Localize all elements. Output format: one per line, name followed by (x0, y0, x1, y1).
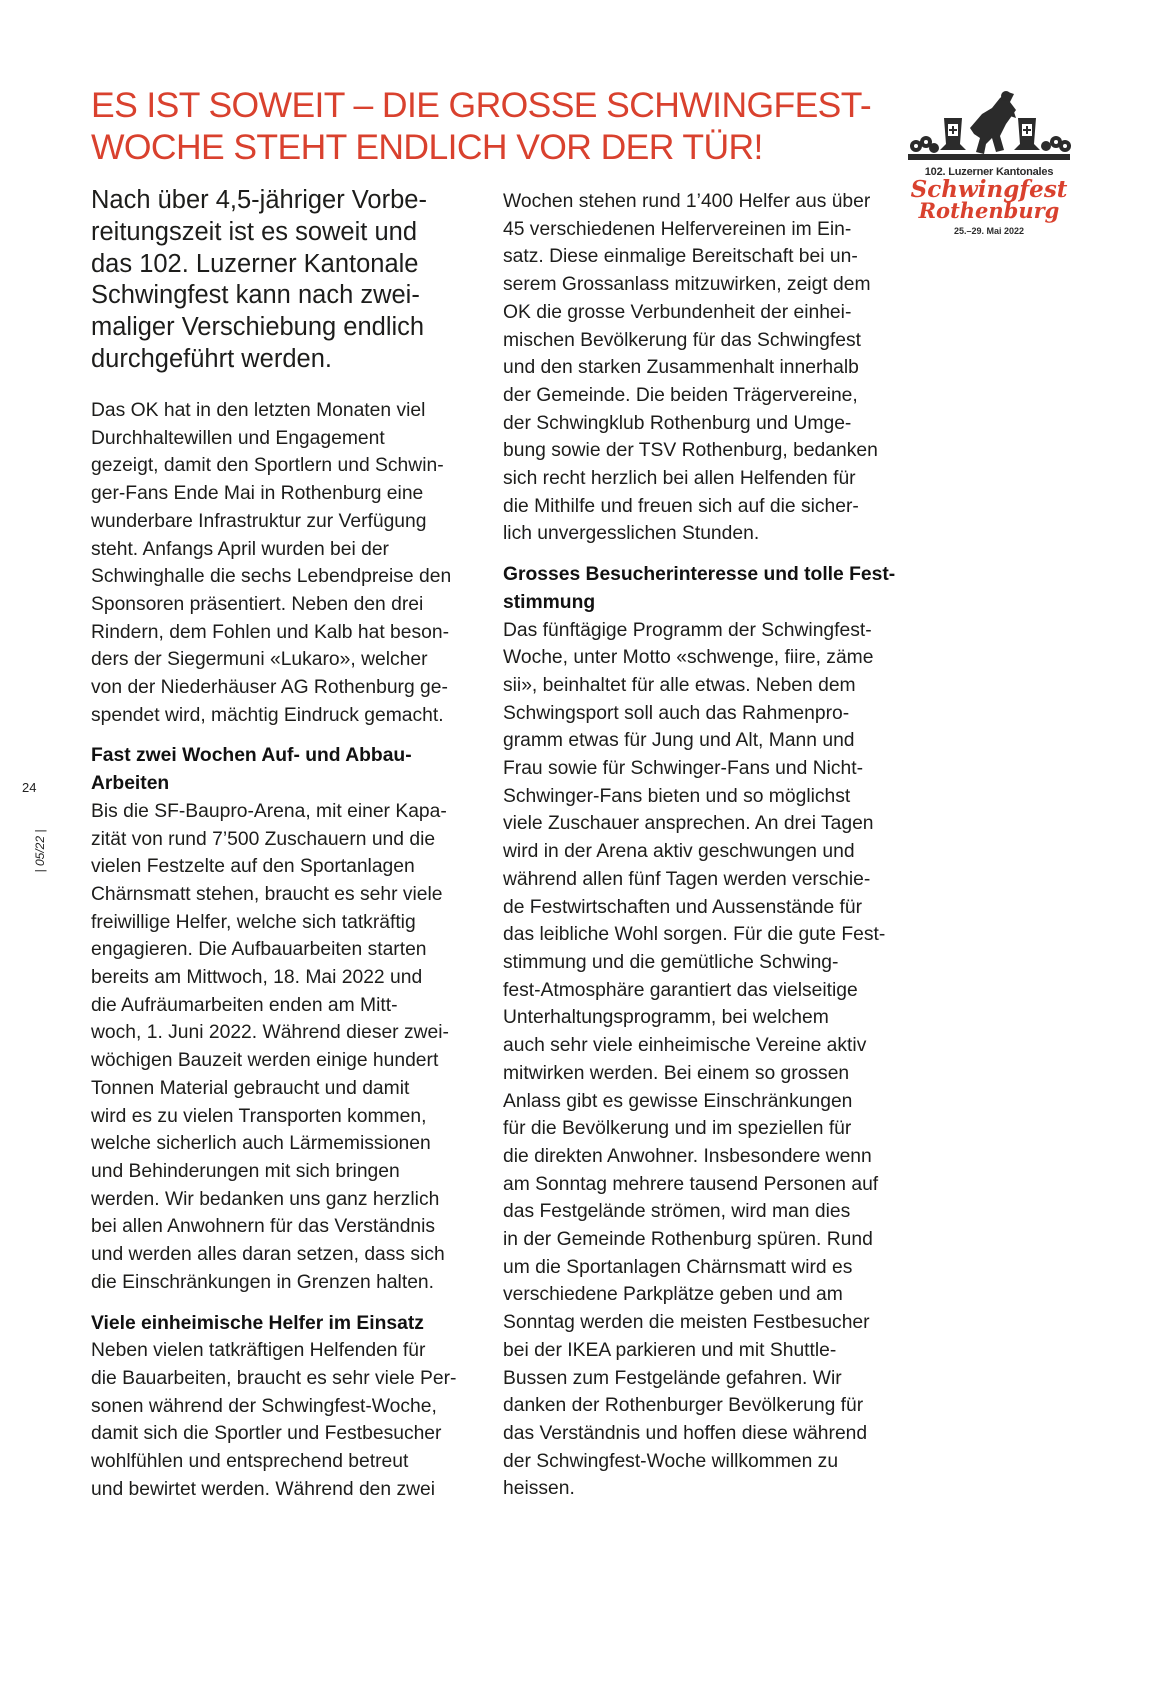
body-text-line: verschiedene Parkplätze geben und am (503, 1284, 843, 1306)
paragraph-spacer (91, 729, 481, 742)
body-text-line: Chärnsmatt stehen, braucht es sehr viele (91, 883, 443, 905)
body-text-line: Tonnen Material gebraucht und damit (91, 1077, 410, 1099)
article-title (91, 84, 891, 168)
body-text-line: Neben vielen tatkräftigen Helfenden für (91, 1340, 426, 1362)
page-number: 24 (22, 780, 37, 795)
body-text-line: Sponsoren präsentiert. Neben den drei (91, 593, 424, 615)
body-text-line: woch, 1. Juni 2022. Während dieser zwei- (91, 1022, 449, 1044)
body-text-line: werden. Wir bedanken uns ganz herzlich (91, 1188, 440, 1210)
body-text-line: und werden alles daran setzen, dass sich (91, 1244, 445, 1266)
body-text-line: de Festwirtschaften und Aussenstände für (503, 896, 863, 918)
body-text-line: wöchigen Bauzeit werden einige hundert (91, 1050, 439, 1072)
body-text-line: die Aufräumarbeiten enden am Mitt- (91, 994, 398, 1016)
lead-line: durchgeführt werden. (91, 344, 332, 373)
body-text-line: und bewirtet werden. Während den zwei (91, 1478, 436, 1500)
lead-line: Nach über 4,5-jähriger Vorbe- (91, 186, 427, 214)
body-text-line: ger-Fans Ende Mai in Rothenburg eine (91, 483, 424, 505)
body-text-line: und Behinderungen mit sich bringen (91, 1160, 400, 1182)
body-text-line: in der Gemeinde Rothenburg spüren. Rund (503, 1229, 873, 1251)
body-text-line: von der Niederhäuser AG Rothenburg ge- (91, 677, 448, 699)
body-text-line: der Schwingfest-Woche willkommen zu (503, 1450, 839, 1472)
body-text-line: bei allen Anwohnern für das Verständnis (91, 1216, 436, 1238)
body-text-line: bung sowie der TSV Rothenburg, bedanken (503, 440, 878, 462)
logo-script-rothenburg: Rothenburg (918, 198, 1060, 223)
logo-script-schwingfest: Schwingfest (910, 176, 1068, 203)
lead-line: reitungszeit ist es soweit und (91, 217, 417, 246)
section-heading: Arbeiten (91, 773, 170, 795)
body-text-line: Woche, unter Motto «schwenge, fiire, zäme (503, 647, 874, 669)
body-text-line: fest-Atmosphäre garantiert das vielseitige (503, 979, 858, 1001)
body-text-line: zität von rund 7’500 Zuschauern und die (91, 828, 436, 850)
paragraph-spacer (503, 548, 903, 561)
body-text-line: lich unvergesslichen Stunden. (503, 523, 760, 545)
section-heading: stimmung (503, 591, 596, 613)
body-text-line: 45 verschiedenen Helfervereinen im Ein- (503, 218, 852, 240)
issue-label (20, 820, 60, 880)
body-text-line: serem Grossanlass mitzuwirken, zeigt dem (503, 274, 871, 296)
logo-date: 25.–29. Mai 2022 (953, 226, 1025, 236)
body-text-line: Das fünftägige Programm der Schwingfest- (503, 619, 872, 641)
body-text-line: die Bauarbeiten, braucht es sehr viele Per- (91, 1367, 457, 1389)
lead-paragraph (91, 185, 491, 376)
body-text-line: wird in der Arena aktiv geschwungen und (503, 841, 855, 863)
body-text-line: wohlfühlen und entsprechend betreut (91, 1451, 409, 1473)
body-text-line: gramm etwas für Jung und Alt, Mann und (503, 730, 855, 752)
body-text-line: freiwillige Helfer, welche sich tatkräftig (91, 911, 416, 933)
body-text-line: am Sonntag mehrere tausend Personen auf (503, 1173, 879, 1195)
body-text-line: steht. Anfangs April wurden bei der (91, 538, 389, 560)
title-line: WOCHE STEHT ENDLICH VOR DER TÜR! (91, 127, 763, 167)
lead-line: das 102. Luzerner Kantonale (91, 249, 419, 278)
schwingfest-logo (900, 88, 1078, 246)
body-text-line: mischen Bevölkerung für das Schwingfest (503, 329, 861, 351)
body-text-line: sii», beinhaltet für alle etwas. Neben dem (503, 674, 856, 696)
body-text-line: auch sehr viele einheimische Vereine aktiv (503, 1035, 867, 1057)
body-text-line: satz. Diese einmalige Bereitschaft bei un- (503, 246, 858, 268)
body-text-line: bei der IKEA parkieren und mit Shuttle- (503, 1339, 837, 1361)
body-text-line: Schwingsport soll auch das Rahmenpro- (503, 702, 850, 724)
body-text-line: wunderbare Infrastruktur zur Verfügung (91, 510, 427, 532)
lead-line: Schwingfest kann nach zwei- (91, 281, 420, 310)
title-line: ES IST SOWEIT – DIE GROSSE SCHWINGFEST- (91, 85, 872, 125)
body-text-line: damit sich die Sportler und Festbesucher (91, 1423, 442, 1445)
body-text-line: Schwinghalle die sechs Lebendpreise den (91, 566, 452, 588)
body-text-line: wird es zu vielen Transporten kommen, (91, 1105, 427, 1127)
section-heading: Fast zwei Wochen Auf- und Abbau- (91, 745, 412, 767)
body-text-line: Bis die SF-Baupro-Arena, mit einer Kapa- (91, 800, 447, 822)
body-text-line: die Mithilfe und freuen sich auf die sicher- (503, 495, 859, 517)
body-text-line: das Verständnis und hoffen diese während (503, 1422, 868, 1444)
body-text-line: sonen während der Schwingfest-Woche, (91, 1395, 437, 1417)
body-text-line: gezeigt, damit den Sportlern und Schwin- (91, 455, 444, 477)
body-text-line: heissen. (503, 1478, 575, 1500)
body-text-line: um die Sportanlagen Chärnsmatt wird es (503, 1256, 853, 1278)
body-text-line: mitwirken werden. Bei einem so grossen (503, 1062, 850, 1084)
body-text-line: viele Zuschauer ansprechen. An drei Tagen (503, 813, 874, 835)
body-text-line: Sonntag werden die meisten Festbesucher (503, 1312, 870, 1334)
body-text-line: danken der Rothenburger Bevölkerung für (503, 1395, 864, 1417)
body-text-line: für die Bevölkerung und im speziellen für (503, 1118, 852, 1140)
body-text-line: bereits am Mittwoch, 18. Mai 2022 und (91, 967, 423, 989)
body-text-line: Bussen zum Festgelände gefahren. Wir (503, 1367, 842, 1389)
body-text-line: während allen fünf Tagen werden verschie- (503, 868, 871, 890)
body-text-line: Durchhaltewillen und Engagement (91, 427, 385, 449)
body-text-line: Rindern, dem Fohlen und Kalb hat beson- (91, 621, 450, 643)
body-text-line: das Festgelände strömen, wird man dies (503, 1201, 851, 1223)
body-text-line: die Einschränkungen in Grenzen halten. (91, 1271, 435, 1293)
issue-text: | 05/22 | (33, 829, 47, 873)
body-text-line: das leibliche Wohl sorgen. Für die gute Fest- (503, 924, 886, 946)
body-text-line: OK die grosse Verbundenheit der einhei- (503, 301, 852, 323)
body-text-line: engagieren. Die Aufbauarbeiten starten (91, 939, 427, 961)
section-heading: Grosses Besucherinteresse und tolle Fest- (503, 564, 896, 586)
body-text-line: vielen Festzelte auf den Sportanlagen (91, 856, 415, 878)
body-text-line: spendet wird, mächtig Eindruck gemacht. (91, 704, 444, 726)
body-text-line: Schwinger-Fans bieten und so möglichst (503, 785, 851, 807)
body-text-line: Wochen stehen rund 1’400 Helfer aus über (503, 191, 871, 212)
body-text-line: Unterhaltungsprogramm, bei welchem (503, 1007, 829, 1029)
logo-subtitle: 102. Luzerner Kantonales (924, 166, 1054, 178)
body-text-line: ders der Siegermuni «Lukaro», welcher (91, 649, 428, 671)
body-text-line: sich recht herzlich bei allen Helfenden für (503, 468, 856, 490)
wrestlers-illustration-icon (900, 88, 1078, 168)
body-text-line: die direkten Anwohner. Insbesondere wenn (503, 1145, 872, 1167)
body-text-line: Das OK hat in den letzten Monaten viel (91, 400, 426, 421)
article-column-right (503, 188, 903, 1503)
section-heading: Viele einheimische Helfer im Einsatz (91, 1312, 424, 1334)
paragraph-spacer (91, 1297, 481, 1310)
lead-line: maliger Verschiebung endlich (91, 313, 425, 342)
article-column-left (91, 397, 481, 1503)
body-text-line: Anlass gibt es gewisse Einschränkungen (503, 1090, 853, 1112)
body-text-line: Frau sowie für Schwinger-Fans und Nicht- (503, 758, 864, 780)
body-text-line: der Schwingklub Rothenburg und Umge- (503, 412, 852, 434)
body-text-line: der Gemeinde. Die beiden Trägervereine, (503, 384, 858, 406)
body-text-line: und den starken Zusammenhalt innerhalb (503, 357, 859, 379)
body-text-line: stimmung und die gemütliche Schwing- (503, 951, 839, 973)
body-text-line: welche sicherlich auch Lärmemissionen (91, 1133, 431, 1155)
